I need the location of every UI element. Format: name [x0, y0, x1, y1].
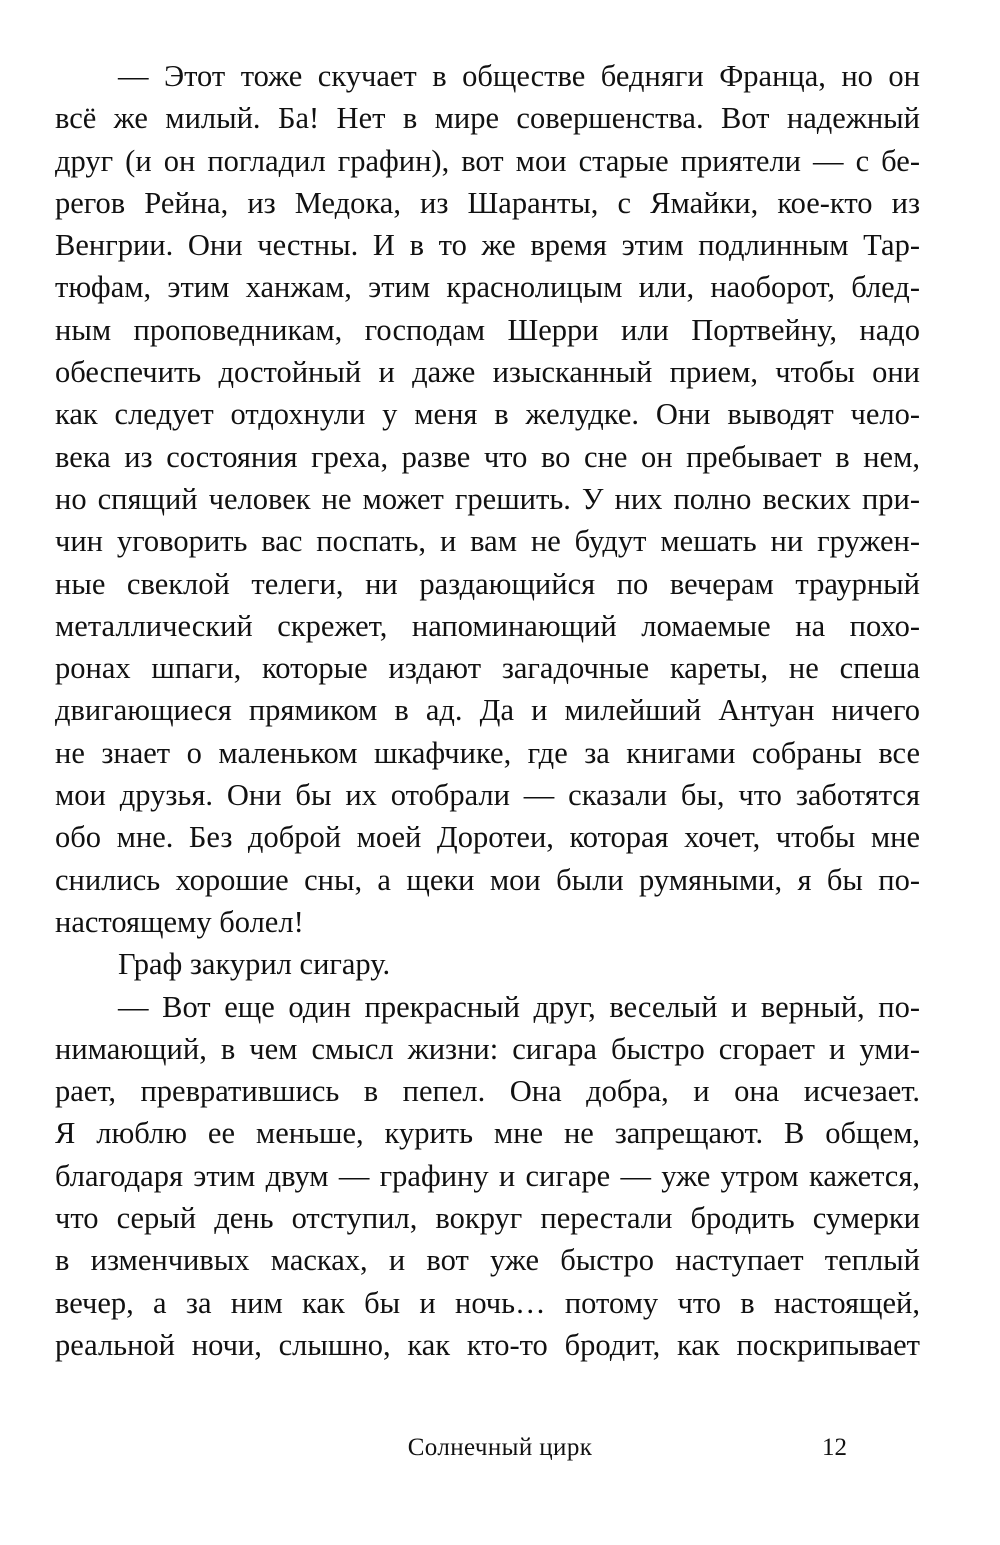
running-title: Солнечный цирк	[407, 1434, 593, 1461]
text-line: Я люблю ее меньше, курить мне не запрещают. В общем,	[55, 1116, 920, 1151]
text-line: вечер, а за ним как бы и ночь… потому что в настоящей,	[55, 1285, 920, 1320]
text-line: Венгрии. Они честны. И в то же время этим подлинным Тар-	[55, 228, 920, 263]
text-line: снились хорошие сны, а щеки мои были румяными, я бы по-	[55, 862, 920, 897]
text-line: ронах шпаги, которые издают загадочные кареты, не спеша	[55, 651, 920, 686]
text-line: века из состояния греха, разве что во сне он пребывает в нем,	[55, 439, 920, 474]
text-line: обеспечить достойный и даже изысканный прием, чтобы они	[55, 355, 920, 390]
text-line: в изменчивых масках, и вот уже быстро наступает теплый	[55, 1243, 920, 1278]
text-line: регов Рейна, из Медока, из Шаранты, с Ямайки, кое-кто из	[55, 185, 920, 220]
text-line: мои друзья. Они бы их отобрали — сказали бы, что заботятся	[55, 778, 920, 813]
page-text	[55, 55, 920, 1366]
text-line: как следует отдохнули у меня в желудке. Они выводят чело-	[55, 397, 920, 432]
text-line: тюфам, этим ханжам, этим краснолицым или, наоборот, блед-	[55, 270, 920, 305]
text-line: рает, превратившись в пепел. Она добра, и она исчезает.	[55, 1074, 920, 1109]
page-footer	[0, 1428, 1000, 1468]
text-line: настоящему болел!	[55, 904, 304, 939]
text-line: благодаря этим двум — графину и сигаре — уже утром кажется,	[55, 1158, 920, 1193]
text-line: всё же милый. Ба! Нет в мире совершенства. Вот надежный	[55, 101, 920, 136]
text-line: реальной ночи, слышно, как кто-то бродит, как поскрипывает	[55, 1327, 920, 1362]
text-line: — Вот еще один прекрасный друг, веселый и верный, по-	[118, 989, 920, 1024]
text-line: не знает о маленьком шкафчике, где за книгами собраны все	[55, 735, 920, 770]
page-number: 12	[822, 1434, 847, 1461]
text-line: двигающиеся прямиком в ад. Да и милейший Антуан ничего	[55, 693, 920, 728]
text-line: что серый день отступил, вокруг перестали бродить сумерки	[55, 1201, 920, 1236]
text-line: ные свеклой телеги, ни раздающийся по вечерам траурный	[55, 566, 920, 601]
text-line: металлический скрежет, напоминающий ломаемые на похо-	[55, 608, 920, 643]
text-line: ным проповедникам, господам Шерри или Портвейну, надо	[55, 312, 920, 347]
text-line: обо мне. Без доброй моей Доротеи, которая хочет, чтобы мне	[55, 820, 920, 855]
text-line: Граф закурил сигару.	[118, 947, 391, 982]
text-line: друг (и он погладил графин), вот мои старые приятели — с бе-	[55, 143, 920, 178]
text-line: чин уговорить вас поспать, и вам не будут мешать ни гружен-	[55, 524, 920, 559]
text-line: — Этот тоже скучает в обществе бедняги Франца, но он	[118, 59, 920, 93]
text-line: но спящий человек не может грешить. У них полно веских при-	[55, 481, 920, 516]
text-line: нимающий, в чем смысл жизни: сигара быстро сгорает и уми-	[55, 1031, 920, 1066]
